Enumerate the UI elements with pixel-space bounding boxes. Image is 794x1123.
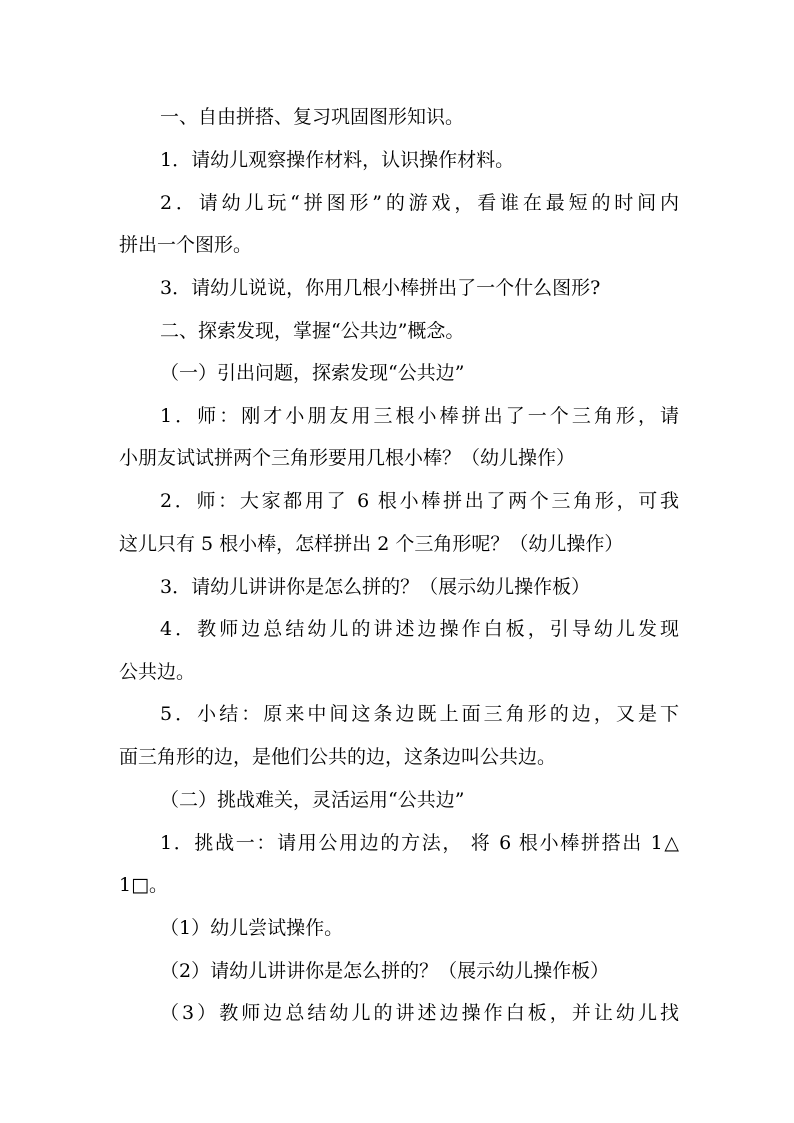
list-item-2-5-line2: 面三角形的边，是他们公共的边，这条边叫公共边。 [119, 746, 557, 768]
list-item-3-1-line2: 1□。 [119, 874, 169, 896]
sub-item-3-line1: （3）教师边总结幼儿的讲述边操作白板，并让幼儿找 [160, 1002, 679, 1024]
list-item-2-2-line1: 2．师：大家都用了 6 根小棒拼出了两个三角形，可我 [160, 490, 679, 512]
subsection-heading-1: （一）引出问题，探索发现“公共边” [160, 362, 465, 384]
list-item-2-5-line1: 5．小结：原来中间这条边既上面三角形的边，又是下 [160, 703, 679, 725]
sub-item-1: （1）幼儿尝试操作。 [160, 917, 344, 939]
list-item-1-3: 3．请幼儿说说，你用几根小棒拼出了一个什么图形? [160, 277, 601, 299]
list-item-1-2-line2: 拼出一个图形。 [119, 234, 253, 256]
list-item-3-1-line1: 1．挑战一：请用公用边的方法， 将 6 根小棒拼搭出 1△ [160, 832, 679, 854]
list-item-2-4-line2: 公共边。 [119, 661, 196, 683]
list-item-1-1: 1．请幼儿观察操作材料，认识操作材料。 [160, 149, 515, 171]
list-item-2-1-line2: 小朋友试试拼两个三角形要用几根小棒？（幼儿操作） [119, 447, 576, 469]
subsection-heading-2: （二）挑战难关，灵活运用“公共边” [160, 789, 465, 811]
section-heading-1: 一、自由拼搭、复习巩固图形知识。 [160, 106, 465, 128]
sub-item-2: （2）请幼儿讲讲你是怎么拼的？（展示幼儿操作板） [160, 960, 610, 982]
list-item-2-2-line2: 这儿只有 5 根小棒，怎样拼出 2 个三角形呢？（幼儿操作） [119, 533, 624, 555]
list-item-2-4-line1: 4．教师边总结幼儿的讲述边操作白板，引导幼儿发现 [160, 618, 679, 640]
section-heading-2: 二、探索发现，掌握“公共边”概念。 [160, 320, 465, 342]
list-item-1-2-line1: 2．请幼儿玩“拼图形”的游戏，看谁在最短的时间内 [160, 192, 679, 214]
list-item-2-3: 3．请幼儿讲讲你是怎么拼的？（展示幼儿操作板） [160, 576, 591, 598]
list-item-2-1-line1: 1．师：刚才小朋友用三根小棒拼出了一个三角形，请 [160, 405, 679, 427]
